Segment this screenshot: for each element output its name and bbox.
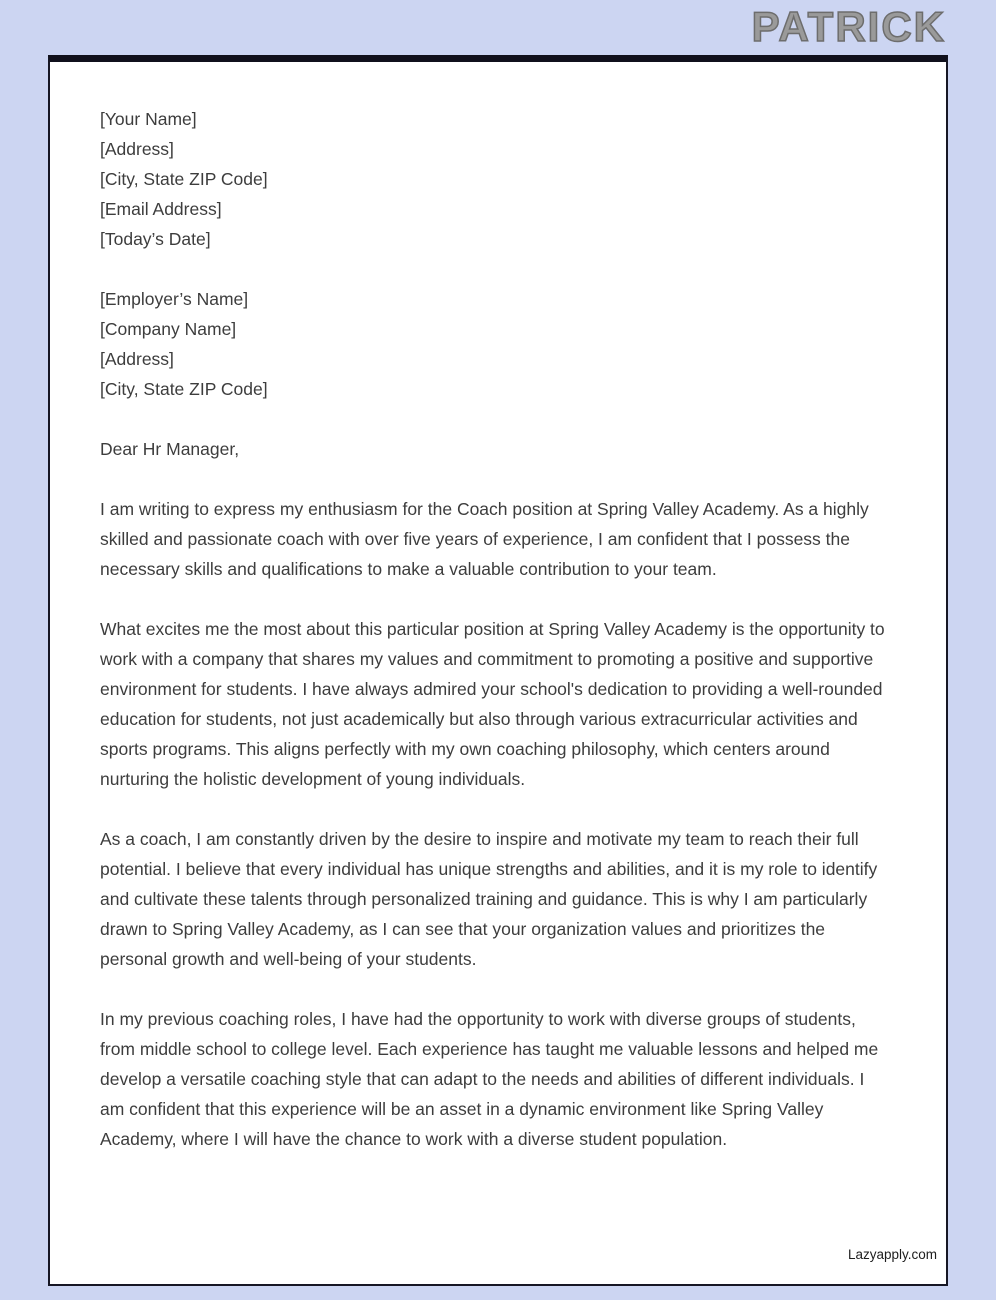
recipient-city-line: [City, State ZIP Code] bbox=[100, 379, 268, 399]
date-line: [Today’s Date] bbox=[100, 229, 211, 249]
recipient-address-line: [Address] bbox=[100, 349, 174, 369]
paragraph-experience: In my previous coaching roles, I have had the opportunity to work with diverse groups of students, from middle school to college level. Each experience has taught me valuable lessons and helped me develop a versatile coaching style that can adapt to the needs and abilities of different individuals. I am confident that this experience will be an asset in a dynamic environment like Spring Valley Academy, where I will have the chance to work with a diverse student population. bbox=[100, 1009, 879, 1149]
paragraph-motivation: What excites me the most about this particular position at Spring Valley Academy is the opportunity to work with a company that shares my values and commitment to promoting a positive and supportive environment for students. I have always admired your school's dedication to providing a well-rounded education for students, not just academically but also through various extracurricular activities and sports programs. This aligns perfectly with my own coaching philosophy, which centers around nurturing the holistic development of young individuals. bbox=[100, 619, 885, 789]
letter-page bbox=[48, 55, 948, 1286]
sender-name-line: [Your Name] bbox=[100, 109, 197, 129]
sender-city-line: [City, State ZIP Code] bbox=[100, 169, 268, 189]
salutation: Dear Hr Manager, bbox=[100, 439, 240, 459]
employer-name-line: [Employer’s Name] bbox=[100, 289, 249, 309]
sender-email-line: [Email Address] bbox=[100, 199, 222, 219]
recipient-address-block bbox=[100, 284, 892, 404]
letter-body bbox=[50, 62, 946, 1154]
sender-address-line: [Address] bbox=[100, 139, 174, 159]
template-watermark-patrick: PATRICK bbox=[751, 3, 946, 50]
lazyapply-brand-link[interactable]: Lazyapply.com bbox=[847, 1247, 937, 1262]
paragraph-introduction: I am writing to express my enthusiasm for the Coach position at Spring Valley Academy. As a highly skilled and passionate coach with over five years of experience, I am confident that I possess the necessary skills and qualifications to make a valuable contribution to your team. bbox=[100, 499, 869, 579]
company-name-line: [Company Name] bbox=[100, 319, 237, 339]
sender-address-block bbox=[100, 104, 892, 254]
paragraph-coaching-philosophy: As a coach, I am constantly driven by the desire to inspire and motivate my team to reach their full potential. I believe that every individual has unique strengths and abilities, and it is my role to identify and cultivate these talents through personalized training and guidance. This is why I am particularly drawn to Spring Valley Academy, as I can see that your organization values and prioritizes the personal growth and well-being of your students. bbox=[100, 829, 878, 969]
